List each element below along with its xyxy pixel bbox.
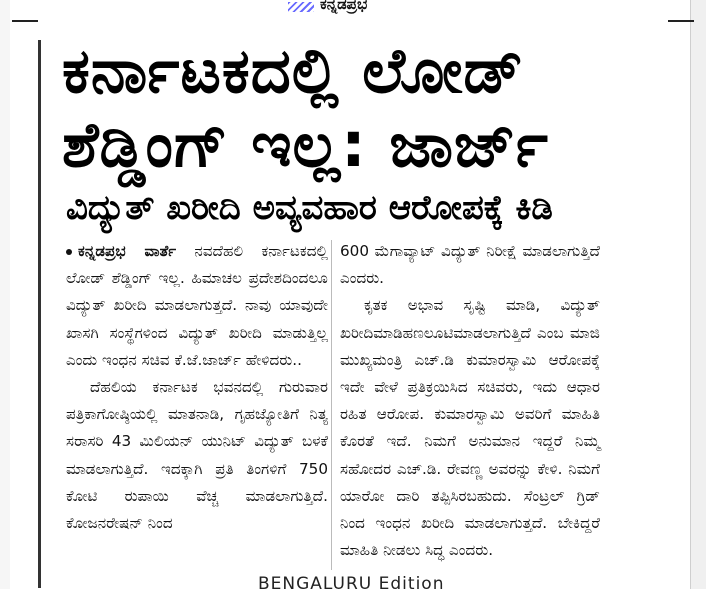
- article-column-left: [66, 238, 328, 537]
- left-paragraph-2: ದೆಹಲಿಯ ಕರ್ನಾಟಕ ಭವನದಲ್ಲಿ ಗುರುವಾರ ಪತ್ರಿಕಾಗೋಷ್ಠಿಯಲ್ಲಿ ಮಾತನಾಡಿ, ಗೃಹಜ್ಯೋತಿಗೆ ನಿತ್ಯ ಸರಾಸರಿ 43 ಮಿಲಿಯನ್ ಯುನಿಟ್ ವಿದ್ಯುತ್ ಬಳಕೆ ಮಾಡಲಾಗುತ್ತಿದೆ. ಇದಕ್ಕಾಗಿ ಪ್ರತಿ ತಿಂಗಳಿಗೆ 750 ಕೋಟಿ ರುಪಾಯಿ ವೆಚ್ಚ ಮಾಡಲಾಗುತ್ತಿದೆ. ಕೋಜನರೇಷನ್ ನಿಂದ: [66, 378, 328, 533]
- page-edge-right: [690, 0, 706, 589]
- headline-line-2: ಶೆಡ್ಡಿಂಗ್ ಇಲ್ಲ: ಜಾರ್ಜ್: [62, 108, 549, 181]
- bullet-icon: [66, 249, 72, 255]
- page-edge-left: [0, 0, 10, 589]
- masthead-name: ಕನ್ನಡಪ್ರಭ: [320, 0, 368, 13]
- subheadline: ವಿದ್ಯುತ್ ಖರೀದಿ ಅವ್ಯವಹಾರ ಆರೋಪಕ್ಕೆ ಕಿಡಿ: [66, 188, 553, 228]
- headline-line-1: ಕರ್ನಾಟಕದಲ್ಲಿ ಲೋಡ್: [62, 34, 524, 107]
- right-paragraph-1: 600 ಮೆಗಾವ್ಯಾಟ್ ವಿದ್ಯುತ್ ನಿರೀಕ್ಷೆ ಮಾಡಲಾಗುತ್ತಿದೆ ಎಂದರು.: [340, 242, 600, 288]
- column-divider: [331, 240, 332, 570]
- left-paragraph-1: ಕರ್ನಾಟಕದಲ್ಲಿ ಲೋಡ್ ಶೆಡ್ಡಿಂಗ್ ಇಲ್ಲ. ಹಿಮಾಚಲ ಪ್ರದೇಶದಿಂದಲೂ ವಿದ್ಯುತ್ ಖರೀದಿ ಮಾಡಲಾಗುತ್ತದೆ. ನಾವು ಯಾವುದೇ ಖಾಸಗಿ ಸಂಸ್ಥೆಗಳಿಂದ ವಿದ್ಯುತ್ ಖರೀದಿ ಮಾಡುತ್ತಿಲ್ಲ ಎಂದು ಇಂಧನ ಸಚಿವ ಕೆ.ಜೆ.ಜಾರ್ಜ್ ಹೇಳಿದರು..: [66, 242, 329, 369]
- right-paragraph-2: ಕೃತಕ ಅಭಾವ ಸೃಷ್ಟಿ ಮಾಡಿ, ವಿದ್ಯುತ್ ಖರೀದಿಮಾಡಿಹಣಲೂಟಿಮಾಡಲಾಗುತ್ತಿದೆ ಎಂಬ ಮಾಜಿ ಮುಖ್ಯಮಂತ್ರಿ ಎಚ್.ಡಿ ಕುಮಾರಸ್ವಾಮಿ ಆರೋಪಕ್ಕೆ ಇದೇ ವೇಳೆ ಪ್ರತಿಕ್ರಯಿಸಿದ ಸಚಿವರು, ಇದು ಆಧಾರ ರಹಿತ ಆರೋಪ. ಕುಮಾರಸ್ವಾಮಿ ಅವರಿಗೆ ಮಾಹಿತಿ ಕೊರತೆ ಇದೆ. ನಿಮಗೆ ಅನುಮಾನ ಇದ್ದರೆ ನಿಮ್ಮ ಸಹೋದರ ಎಚ್.ಡಿ. ರೇವಣ್ಣ ಅವರನ್ನು ಕೇಳಿ. ನಿಮಗೆ ಯಾರೋ ದಾರಿ ತಪ್ಪಿಸಿರಬಹುದು. ಸೆಂಟ್ರಲ್ ಗ್ರಿಡ್ ನಿಂದ ಇಂಧನ ಖರೀದಿ ಮಾಡಲಾಗುತ್ತದೆ. ಬೇಕಿದ್ದರೆ ಮಾಹಿತಿ ನೀಡಲು ಸಿದ್ಧ ಎಂದರು.: [340, 296, 600, 560]
- masthead-rule-left: [12, 20, 38, 22]
- article-column-right: [340, 238, 600, 564]
- byline: ಕನ್ನಡಪ್ರಭ ವಾರ್ತೆ: [78, 242, 177, 260]
- edition-label: BENGALURU Edition: [258, 574, 445, 594]
- masthead-rule-right: [668, 20, 694, 22]
- clipping-border: [38, 40, 41, 588]
- masthead: [288, 0, 428, 14]
- masthead-logo-icon: [288, 2, 314, 12]
- lead-paragraph: [66, 238, 328, 374]
- dateline: ನವದೆಹಲಿ: [194, 242, 244, 260]
